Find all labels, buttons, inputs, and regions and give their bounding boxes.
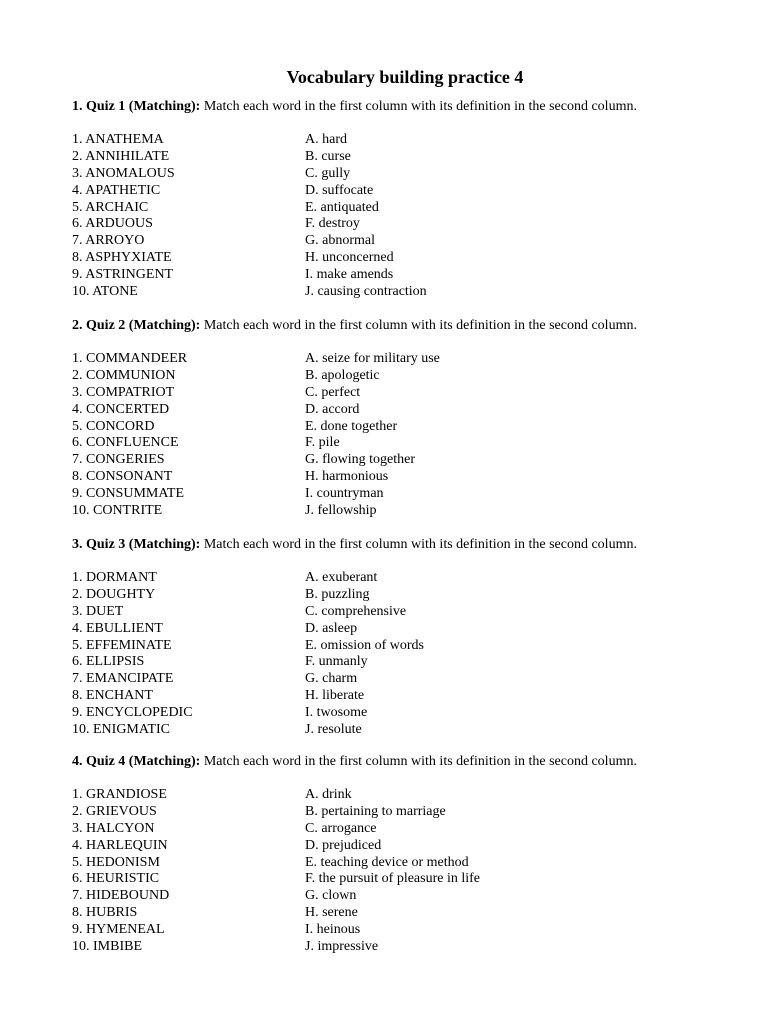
definition: C. comprehensive [305,603,407,619]
definition: G. charm [305,671,358,687]
vocabulary-word: 7. HIDEBOUND [72,888,170,904]
definition: E. omission of words [305,637,424,653]
matching-row [72,654,752,671]
vocabulary-word: 3. ANOMALOUS [72,165,175,181]
vocabulary-word: 4. APATHETIC [72,182,161,198]
vocabulary-word: 8. ENCHANT [72,688,153,704]
matching-row [72,452,752,469]
matching-row [72,855,752,872]
vocabulary-word: 6. ARDUOUS [72,216,153,232]
definition: A. exuberant [305,570,378,585]
definition: D. accord [305,401,360,417]
matching-row [72,435,752,452]
matching-row [72,149,752,166]
vocabulary-word: 8. CONSONANT [72,469,173,485]
vocabulary-word: 5. EFFEMINATE [72,637,172,653]
quiz-label: Quiz 3 (Matching): [86,537,201,552]
matching-row [72,469,752,486]
vocabulary-word: 2. GRIEVOUS [72,803,157,819]
vocabulary-word: 2. ANNIHILATE [72,148,170,164]
quiz-number: 3. [72,537,83,552]
vocabulary-word: 9. HYMENEAL [72,922,165,938]
matching-row [72,233,752,250]
vocabulary-word: 9. ENCYCLOPEDIC [72,705,193,721]
vocabulary-word: 2. COMMUNION [72,367,176,383]
vocabulary-word: 4. CONCERTED [72,401,170,417]
matching-row [72,200,752,217]
vocabulary-word: 6. HEURISTIC [72,871,160,887]
vocabulary-word: 6. CONFLUENCE [72,435,179,451]
vocabulary-word: 7. ARROYO [72,233,145,249]
definition: F. pile [305,435,340,451]
matching-row [72,183,752,200]
definition: F. unmanly [305,654,368,670]
quiz-heading [72,536,752,553]
page-title: Vocabulary building practice 4 [286,67,524,87]
vocabulary-word: 1. COMMANDEER [72,351,188,366]
matching-row [72,385,752,402]
definition: A. drink [305,787,352,802]
quiz-number: 4. [72,754,83,769]
matching-row [72,787,752,804]
matching-row [72,250,752,267]
definition: H. serene [305,905,358,921]
matching-row [72,722,752,739]
matching-row [72,705,752,722]
definition: D. prejudiced [305,837,382,853]
quiz-section [72,317,752,520]
quiz-number: 2. [72,318,83,333]
quiz-instruction: Match each word in the first column with its definition in the second column. [203,318,637,333]
quiz-heading [72,753,752,770]
vocabulary-word: 9. ASTRINGENT [72,267,174,283]
matching-row [72,351,752,368]
matching-row [72,604,752,621]
vocabulary-word: 6. ELLIPSIS [72,654,145,670]
matching-row [72,216,752,233]
vocabulary-word: 10. IMBIBE [72,939,142,955]
definition: G. abnormal [305,233,375,249]
definition: G. flowing together [305,452,416,468]
vocabulary-word: 4. HARLEQUIN [72,837,168,853]
matching-row [72,132,752,149]
definition: B. apologetic [305,367,380,383]
definition: D. asleep [305,620,358,636]
matching-row [72,419,752,436]
quiz-heading [72,98,752,115]
quiz-instruction: Match each word in the first column with its definition in the second column. [203,754,637,769]
quiz-section [72,98,752,301]
matching-row [72,368,752,385]
definition: E. done together [305,418,398,434]
definition: B. pertaining to marriage [305,803,446,819]
vocabulary-word: 7. EMANCIPATE [72,671,174,687]
definition: E. teaching device or method [305,854,469,870]
vocabulary-word: 1. GRANDIOSE [72,787,167,802]
definition: I. heinous [305,922,361,938]
vocabulary-word: 3. COMPATRIOT [72,384,175,400]
vocabulary-word: 2. DOUGHTY [72,586,156,602]
definition: I. make amends [305,267,394,283]
matching-row [72,570,752,587]
matching-row [72,922,752,939]
matching-row [72,888,752,905]
definition: H. harmonious [305,469,389,485]
definition: I. countryman [305,486,384,502]
matching-row [72,621,752,638]
vocabulary-word: 9. CONSUMMATE [72,486,185,502]
matching-row [72,267,752,284]
matching-row [72,688,752,705]
matching-row [72,838,752,855]
quiz-heading [72,317,752,334]
definition: C. arrogance [305,820,377,836]
matching-row [72,905,752,922]
definition: F. destroy [305,216,360,232]
definition: D. suffocate [305,182,374,198]
quiz-label: Quiz 1 (Matching): [86,99,201,114]
vocabulary-word: 8. HUBRIS [72,905,138,921]
matching-row [72,671,752,688]
definition: J. impressive [305,939,379,955]
definition: J. causing contraction [305,284,427,300]
vocabulary-word: 10. ENIGMATIC [72,722,170,738]
quiz-instruction: Match each word in the first column with its definition in the second column. [203,99,637,114]
definition: G. clown [305,888,357,904]
vocabulary-word: 3. HALCYON [72,820,155,836]
vocabulary-word: 10. ATONE [72,284,138,300]
vocabulary-word: 3. DUET [72,603,124,619]
matching-row [72,503,752,520]
definition: J. resolute [305,722,362,738]
vocabulary-word: 1. DORMANT [72,570,157,585]
vocabulary-word: 4. EBULLIENT [72,620,163,636]
vocabulary-word: 5. ARCHAIC [72,199,149,215]
vocabulary-word: 8. ASPHYXIATE [72,250,172,266]
quiz-instruction: Match each word in the first column with its definition in the second column. [203,537,637,552]
matching-row [72,821,752,838]
quiz-label: Quiz 2 (Matching): [86,318,201,333]
matching-row [72,871,752,888]
matching-row [72,402,752,419]
definition: B. curse [305,148,351,164]
matching-row [72,587,752,604]
matching-row [72,486,752,503]
definition: I. twosome [305,705,368,721]
definition: H. liberate [305,688,365,704]
matching-row [72,638,752,655]
vocabulary-word: 1. ANATHEMA [72,132,164,147]
definition: F. the pursuit of pleasure in life [305,871,481,887]
matching-row [72,804,752,821]
vocabulary-word: 10. CONTRITE [72,503,163,519]
definition: C. perfect [305,384,361,400]
quiz-section [72,753,752,956]
definition: C. gully [305,165,351,181]
definition: B. puzzling [305,586,370,602]
quiz-number: 1. [72,99,83,114]
matching-row [72,166,752,183]
vocabulary-word: 5. HEDONISM [72,854,160,870]
definition: A. seize for military use [305,351,440,366]
definition: J. fellowship [305,503,377,519]
definition: H. unconcerned [305,250,394,266]
matching-row [72,284,752,301]
quiz-label: Quiz 4 (Matching): [86,754,201,769]
definition: E. antiquated [305,199,379,215]
vocabulary-word: 7. CONGERIES [72,452,165,468]
vocabulary-word: 5. CONCORD [72,418,155,434]
quiz-section [72,536,752,739]
definition: A. hard [305,132,347,147]
matching-row [72,939,752,956]
